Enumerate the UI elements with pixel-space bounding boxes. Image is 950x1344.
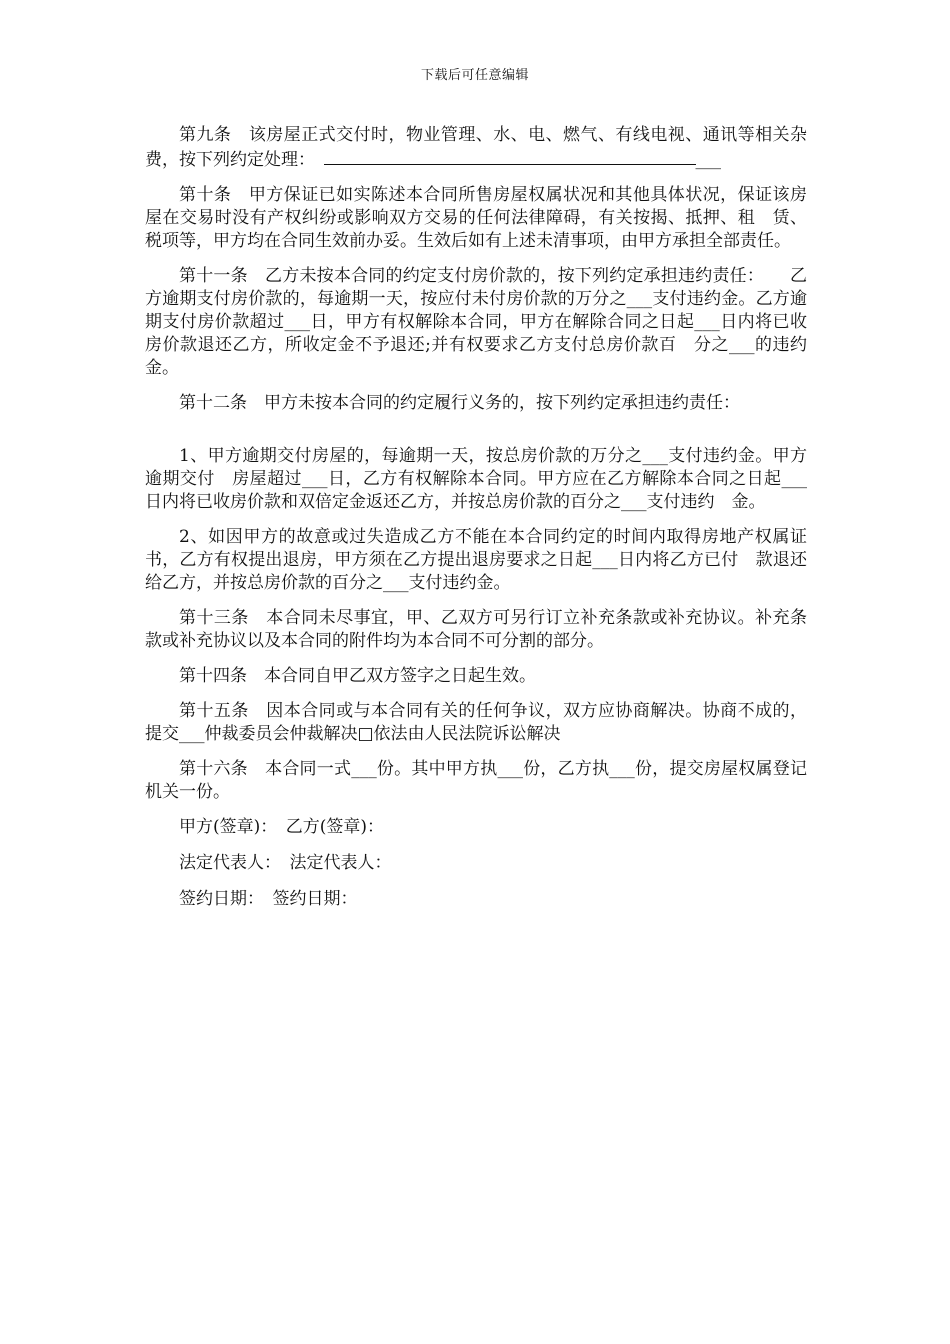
article-10: 第十条 甲方保证已如实陈述本合同所售房屋权属状况和其他具体状况，保证该房屋在交易时没有产权纠纷或影响双方交易的任何法律障碍，有关按揭、抵押、租 赁、税项等，甲方均在合同生效前办妥。生效后如有上述未清事项，由甲方承担全部责任。: [145, 185, 807, 251]
article-9-text: 第九条 该房屋正式交付时，物业管理、水、电、燃气、有线电视、通讯等相关杂费，按下列约定处理：: [145, 125, 807, 170]
signature-date-line: [145, 888, 807, 911]
party-b-representative-label: 法定代表人：: [289, 853, 392, 873]
signature-seal-line: [145, 816, 807, 839]
article-12-clause-2: 2、如因甲方的故意或过失造成乙方不能在本合同约定的时间内取得房地产权属证书，乙方有权提出退房，甲方须在乙方提出退房要求之日起___日内将乙方已付 款退还给乙方，并按总房价款的百分之___支付违约金。: [145, 527, 807, 593]
party-b-date-label: 签约日期：: [272, 889, 358, 909]
article-13: 第十三条 本合同未尽事宜，甲、乙双方可另行订立补充条款或补充协议。补充条款或补充协议以及本合同的附件均为本合同不可分割的部分。: [145, 608, 807, 651]
party-a-representative-label: 法定代表人：: [179, 853, 273, 873]
contract-body: [145, 124, 824, 924]
page-header-note: 下载后可任意编辑: [420, 68, 529, 83]
party-a-date-label: 签约日期：: [179, 889, 256, 909]
signature-representative-line: [145, 852, 807, 875]
article-14: 第十四条 本合同自甲乙双方签字之日起生效。: [179, 666, 536, 686]
article-12: 第十二条 甲方未按本合同的约定履行义务的，按下列约定承担违约责任：: [179, 393, 740, 413]
article-12-clause-1: 1、甲方逾期交付房屋的，每逾期一天，按总房价款的万分之___支付违约金。甲方逾期交付 房屋超过___日，乙方有权解除本合同。甲方应在乙方解除本合同之日起___日内将已收房价款和双倍定金返还乙方，并按总房价款的百分之___支付违约 金。: [145, 446, 807, 512]
article-11: 第十一条 乙方未按本合同的约定支付房价款的，按下列约定承担违约责任： 乙方逾期支付房价款的，每逾期一天，按应付未付房价款的万分之___支付违约金。乙方逾 期支付房价款超过___日，甲方有权解除本合同，甲方在解除合同之日起___日内将已收房价款退还乙方，所收定金不予退还;并有权要求乙方支付总房价款百 分之___的违约金。: [145, 266, 824, 378]
article-15: 第十五条 因本合同或与本合同有关的任何争议，双方应协商解决。协商不成的，提交___仲裁委员会仲裁解决□依法由人民法院诉讼解决: [145, 701, 807, 744]
article-9: [145, 124, 807, 172]
party-a-seal-label: 甲方(签章)：: [179, 817, 269, 837]
party-b-seal-label: 乙方(签章)：: [285, 817, 385, 837]
article-9-tail: ___: [695, 150, 721, 170]
article-9-blank-line: [324, 147, 696, 165]
article-16: 第十六条 本合同一式___份。其中甲方执___份，乙方执___份，提交房屋权属登记机关一份。: [145, 759, 807, 802]
